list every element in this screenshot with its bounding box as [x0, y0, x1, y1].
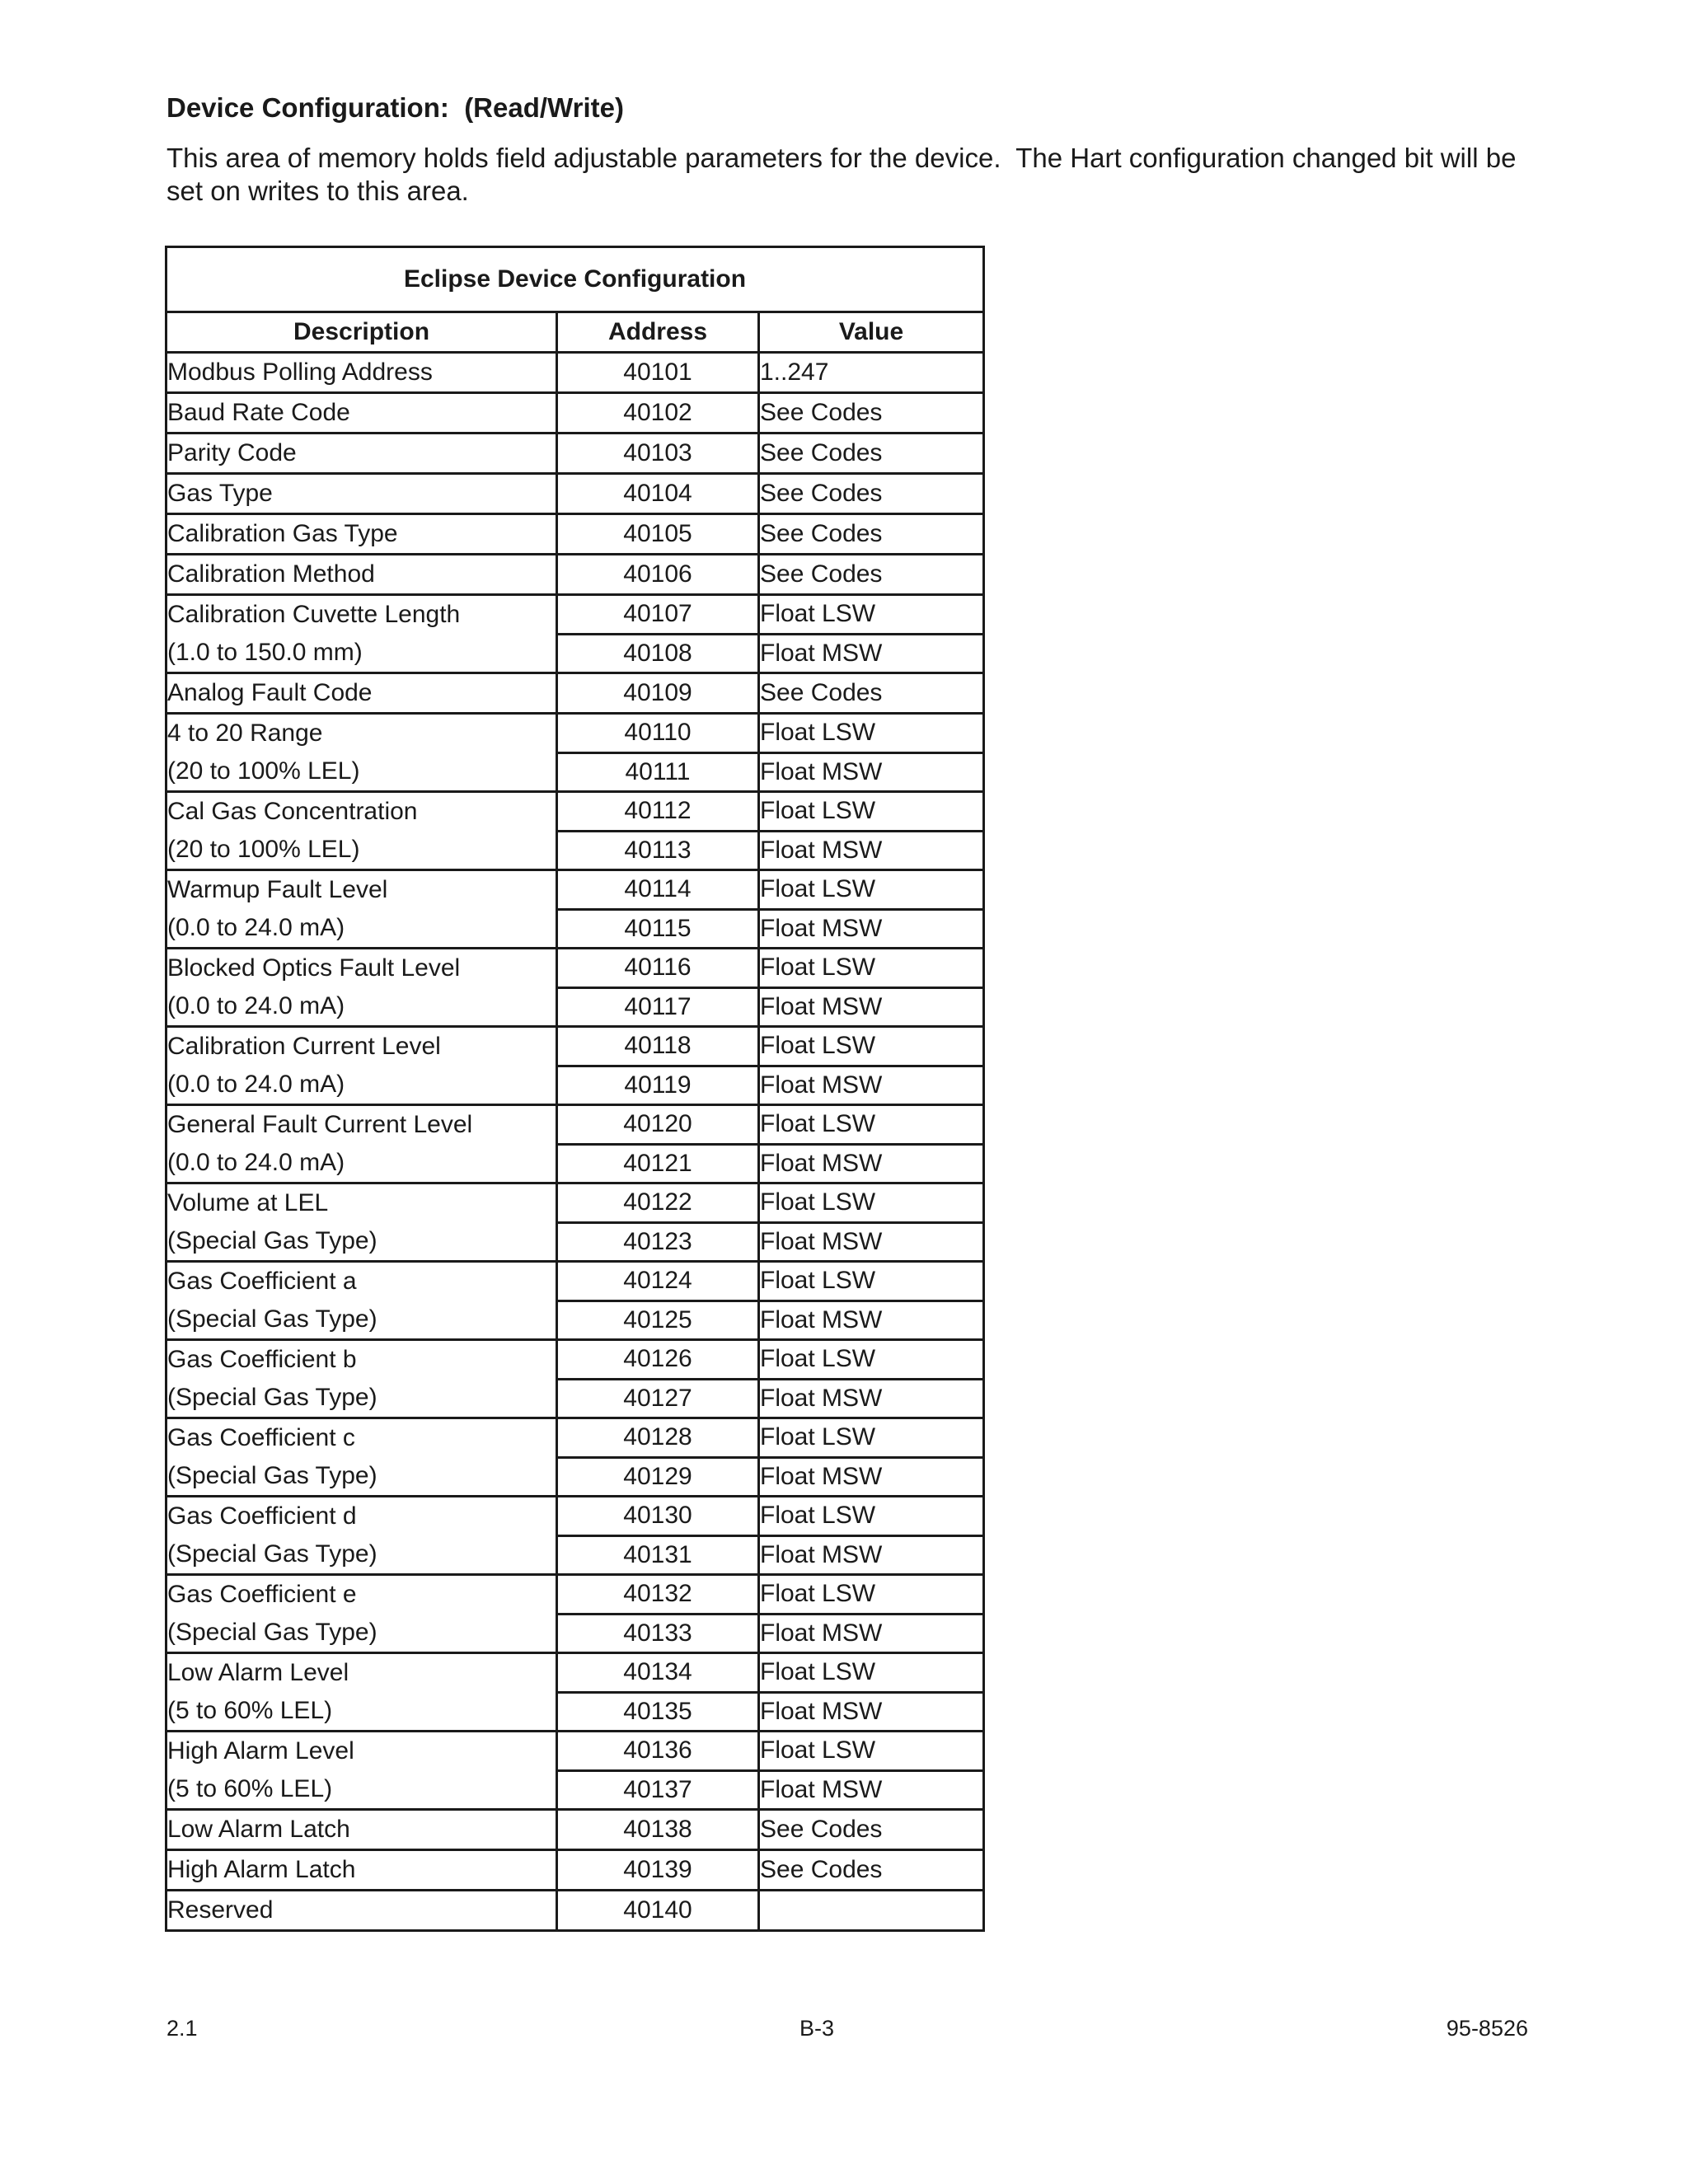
address-cell: 40115 [557, 909, 759, 949]
value-cell: See Codes [759, 555, 984, 595]
address-cell: 40137 [557, 1770, 759, 1810]
table-row [166, 1497, 984, 1536]
address-cell: 40117 [557, 987, 759, 1027]
description-line: High Alarm Latch [167, 1856, 356, 1883]
description-line: (0.0 to 24.0 mA) [167, 914, 345, 941]
address-cell: 40129 [557, 1457, 759, 1497]
description-line: Gas Coefficient d [167, 1502, 357, 1530]
address-cell: 40113 [557, 831, 759, 870]
value-cell: Float MSW [759, 1535, 984, 1575]
description-line: (1.0 to 150.0 mm) [167, 639, 363, 666]
description-line: Gas Coefficient c [167, 1424, 355, 1451]
address-cell: 40127 [557, 1379, 759, 1418]
table-row [166, 1891, 984, 1931]
description-cell [166, 1183, 557, 1262]
address-cell: 40135 [557, 1692, 759, 1732]
description-cell [166, 1497, 557, 1575]
table-row [166, 1418, 984, 1458]
intro-paragraph: This area of memory holds field adjustable parameters for the device. The Hart configuration changed bit will be set on writes to this area. [166, 143, 1524, 206]
value-cell: Float MSW [759, 1614, 984, 1653]
address-cell: 40125 [557, 1301, 759, 1340]
description-cell [166, 714, 557, 792]
address-cell: 40121 [557, 1144, 759, 1183]
value-cell: Float MSW [759, 1379, 984, 1418]
description-cell [166, 353, 557, 393]
address-cell: 40133 [557, 1614, 759, 1653]
address-cell: 40126 [557, 1340, 759, 1380]
table-row [166, 1183, 984, 1223]
description-line: (Special Gas Type) [167, 1227, 377, 1254]
value-cell: Float MSW [759, 1301, 984, 1340]
table-row [166, 555, 984, 595]
table-row [166, 1027, 984, 1066]
value-cell: Float MSW [759, 1770, 984, 1810]
description-cell [166, 1732, 557, 1810]
footer-revision: 2.1 [166, 2016, 198, 2041]
description-line: Low Alarm Level [167, 1659, 349, 1686]
description-line: Calibration Method [167, 560, 375, 588]
value-cell: See Codes [759, 1810, 984, 1850]
description-line: (Special Gas Type) [167, 1619, 377, 1646]
value-cell: Float LSW [759, 1653, 984, 1693]
description-line: Analog Fault Code [167, 679, 373, 706]
table-row [166, 595, 984, 635]
description-line: (0.0 to 24.0 mA) [167, 1071, 345, 1098]
column-header-description: Description [166, 312, 557, 353]
address-cell: 40105 [557, 514, 759, 555]
description-line: Volume at LEL [167, 1189, 329, 1216]
description-cell [166, 673, 557, 714]
value-cell: Float MSW [759, 831, 984, 870]
description-cell [166, 1027, 557, 1105]
value-cell: Float LSW [759, 1497, 984, 1536]
description-cell [166, 595, 557, 673]
address-cell: 40131 [557, 1535, 759, 1575]
address-cell: 40136 [557, 1732, 759, 1771]
value-cell: Float MSW [759, 909, 984, 949]
address-cell: 40110 [557, 714, 759, 753]
value-cell: 1..247 [759, 353, 984, 393]
description-line: (0.0 to 24.0 mA) [167, 1149, 345, 1176]
description-cell [166, 949, 557, 1027]
description-line: (5 to 60% LEL) [167, 1775, 333, 1802]
description-line: 4 to 20 Range [167, 719, 323, 747]
address-cell: 40109 [557, 673, 759, 714]
table-row [166, 1653, 984, 1693]
value-cell: See Codes [759, 393, 984, 434]
description-line: (5 to 60% LEL) [167, 1697, 333, 1724]
table-body [166, 353, 984, 1931]
table-row [166, 714, 984, 753]
table-row [166, 870, 984, 910]
value-cell: Float LSW [759, 595, 984, 635]
address-cell: 40128 [557, 1418, 759, 1458]
address-cell: 40122 [557, 1183, 759, 1223]
value-cell: Float MSW [759, 752, 984, 792]
description-cell [166, 870, 557, 949]
description-line: Gas Coefficient e [167, 1581, 357, 1608]
column-header-address: Address [557, 312, 759, 353]
address-cell: 40132 [557, 1575, 759, 1615]
description-line: Low Alarm Latch [167, 1816, 350, 1843]
column-header-value: Value [759, 312, 984, 353]
description-line: Calibration Current Level [167, 1033, 441, 1060]
value-cell: Float LSW [759, 1732, 984, 1771]
address-cell: 40140 [557, 1891, 759, 1931]
description-cell [166, 1891, 557, 1931]
value-cell: Float MSW [759, 1457, 984, 1497]
value-cell: See Codes [759, 474, 984, 514]
address-cell: 40107 [557, 595, 759, 635]
value-cell: Float MSW [759, 1066, 984, 1105]
table-row [166, 1262, 984, 1301]
description-cell [166, 1262, 557, 1340]
table-row [166, 1340, 984, 1380]
table-row [166, 514, 984, 555]
value-cell: Float MSW [759, 987, 984, 1027]
description-cell [166, 1418, 557, 1497]
description-cell [166, 434, 557, 474]
address-cell: 40108 [557, 634, 759, 673]
table-row [166, 474, 984, 514]
value-cell: Float MSW [759, 1144, 984, 1183]
address-cell: 40106 [557, 555, 759, 595]
footer-document-number: 95-8526 [1446, 2016, 1528, 2041]
value-cell: Float LSW [759, 1027, 984, 1066]
description-cell [166, 1575, 557, 1653]
description-line: Gas Type [167, 480, 273, 507]
description-line: Reserved [167, 1896, 274, 1924]
description-cell [166, 1340, 557, 1418]
table-row [166, 1810, 984, 1850]
description-line: Calibration Gas Type [167, 520, 398, 547]
address-cell: 40118 [557, 1027, 759, 1066]
value-cell: Float LSW [759, 949, 984, 988]
description-line: (Special Gas Type) [167, 1462, 377, 1489]
address-cell: 40120 [557, 1105, 759, 1145]
table-title: Eclipse Device Configuration [166, 247, 984, 312]
description-line: General Fault Current Level [167, 1111, 473, 1138]
address-cell: 40116 [557, 949, 759, 988]
table-row [166, 673, 984, 714]
description-line: (Special Gas Type) [167, 1305, 377, 1333]
description-line: (0.0 to 24.0 mA) [167, 992, 345, 1019]
table-row [166, 1575, 984, 1615]
address-cell: 40134 [557, 1653, 759, 1693]
value-cell: See Codes [759, 673, 984, 714]
description-line: Baud Rate Code [167, 399, 350, 426]
description-cell [166, 1653, 557, 1732]
value-cell: Float MSW [759, 1692, 984, 1732]
table-row [166, 1850, 984, 1891]
address-cell: 40138 [557, 1810, 759, 1850]
description-line: (20 to 100% LEL) [167, 757, 360, 785]
value-cell: See Codes [759, 434, 984, 474]
description-line: Calibration Cuvette Length [167, 601, 461, 628]
value-cell: Float LSW [759, 1418, 984, 1458]
value-cell: Float MSW [759, 1222, 984, 1262]
address-cell: 40103 [557, 434, 759, 474]
description-cell [166, 393, 557, 434]
description-line: High Alarm Level [167, 1737, 354, 1765]
value-cell: Float LSW [759, 792, 984, 832]
description-line: Gas Coefficient b [167, 1346, 357, 1373]
description-line: (20 to 100% LEL) [167, 836, 360, 863]
table-row [166, 353, 984, 393]
value-cell: Float LSW [759, 1340, 984, 1380]
address-cell: 40111 [557, 752, 759, 792]
address-cell: 40114 [557, 870, 759, 910]
description-cell [166, 514, 557, 555]
address-cell: 40124 [557, 1262, 759, 1301]
description-line: Modbus Polling Address [167, 359, 433, 386]
value-cell: Float LSW [759, 1262, 984, 1301]
table-row [166, 434, 984, 474]
description-line: Parity Code [167, 439, 297, 466]
description-cell [166, 1850, 557, 1891]
description-line: (Special Gas Type) [167, 1384, 377, 1411]
value-cell: Float LSW [759, 1575, 984, 1615]
value-cell: Float LSW [759, 714, 984, 753]
address-cell: 40101 [557, 353, 759, 393]
description-cell [166, 1105, 557, 1183]
table-row [166, 1732, 984, 1771]
description-cell [166, 1810, 557, 1850]
address-cell: 40112 [557, 792, 759, 832]
address-cell: 40104 [557, 474, 759, 514]
description-line: Blocked Optics Fault Level [167, 954, 461, 982]
address-cell: 40102 [557, 393, 759, 434]
device-configuration-table [165, 246, 985, 1932]
value-cell: See Codes [759, 514, 984, 555]
description-line: Cal Gas Concentration [167, 798, 418, 825]
value-cell: Float LSW [759, 870, 984, 910]
value-cell: See Codes [759, 1850, 984, 1891]
footer-page-number: B-3 [799, 2016, 835, 2041]
address-cell: 40130 [557, 1497, 759, 1536]
description-line: (Special Gas Type) [167, 1540, 377, 1568]
address-cell: 40139 [557, 1850, 759, 1891]
value-cell: Float LSW [759, 1105, 984, 1145]
description-line: Warmup Fault Level [167, 876, 388, 903]
value-cell [759, 1891, 984, 1931]
value-cell: Float LSW [759, 1183, 984, 1223]
address-cell: 40119 [557, 1066, 759, 1105]
table-row [166, 1105, 984, 1145]
address-cell: 40123 [557, 1222, 759, 1262]
description-cell [166, 474, 557, 514]
value-cell: Float MSW [759, 634, 984, 673]
description-cell [166, 555, 557, 595]
table-row [166, 393, 984, 434]
description-line: Gas Coefficient a [167, 1268, 357, 1295]
page-heading: Device Configuration: (Read/Write) [166, 92, 624, 123]
description-cell [166, 792, 557, 870]
table-row [166, 949, 984, 988]
table-row [166, 792, 984, 832]
